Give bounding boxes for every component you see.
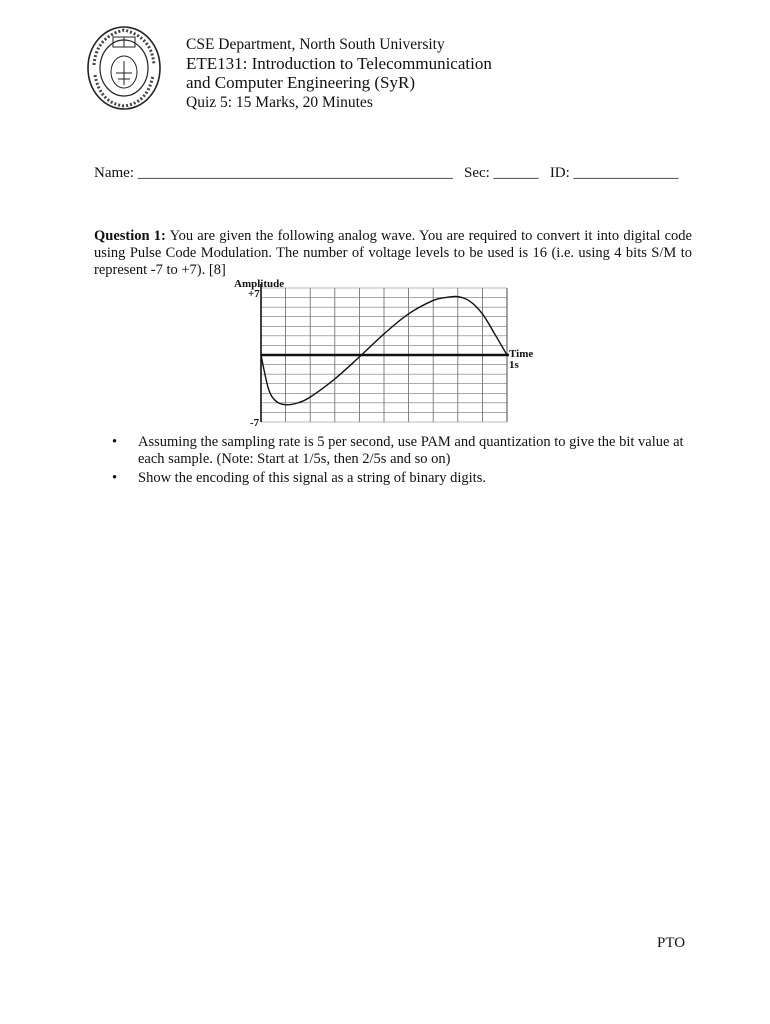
course-title-line-2: and Computer Engineering (SyR)	[186, 73, 415, 92]
section-field: Sec: ______	[463, 165, 539, 181]
list-item: • Show the encoding of this signal as a string of binary digits.	[112, 470, 486, 486]
course-title-line-1: ETE131: Introduction to Telecommunication	[186, 54, 492, 73]
bullet-icon: •	[112, 470, 118, 486]
name-field: Name: __________________________________________	[94, 165, 453, 181]
id-field: ID: ______________	[549, 165, 679, 181]
question-1-label: Question 1:	[94, 228, 166, 244]
student-info-fields	[94, 165, 684, 182]
bullet-icon: •	[112, 434, 118, 450]
y-axis-label: Amplitude	[234, 278, 285, 290]
university-seal-logo	[86, 25, 162, 111]
y-tick-top: +7	[248, 288, 260, 300]
analog-wave-chart	[228, 276, 544, 430]
x-axis-label: Time	[509, 348, 534, 360]
question-1-text: You are given the following analog wave. You are required to convert it into digital code using Pulse Code Modulation. The number of voltage levels to be used is 16 (i.e. using 4 bits S/M to represent -7 to +7). [8]	[94, 228, 692, 278]
quiz-info: Quiz 5: 15 Marks, 20 Minutes	[186, 94, 373, 111]
department-name: CSE Department, North South University	[186, 36, 445, 53]
page-turn-note: PTO	[657, 935, 686, 951]
question-1	[94, 228, 692, 279]
y-tick-bottom: -7	[250, 417, 260, 429]
list-item: • Assuming the sampling rate is 5 per second, use PAM and quantization to give the bit value at each sample. (Note: Start at 1/5s, then 2/5s and so on)	[112, 434, 684, 467]
x-tick-end: 1s	[509, 359, 519, 371]
instruction-list	[112, 434, 702, 489]
